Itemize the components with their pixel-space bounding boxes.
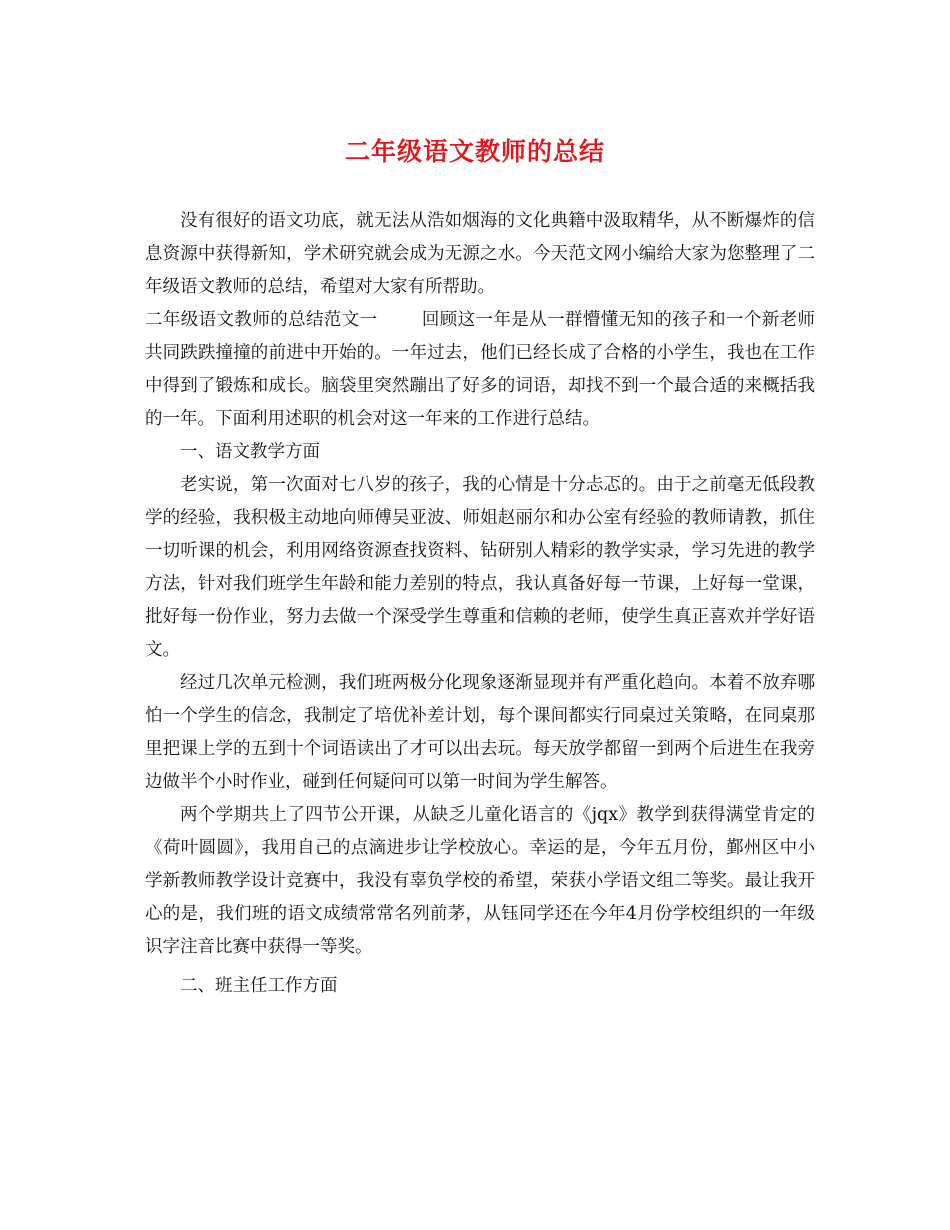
- teaching-paragraph-3: 两个学期共上了四节公开课，从缺乏儿童化语言的《jqx》教学到获得满堂肯定的《荷叶圆圆》，我用自己的点滴进步让学校放心。幸运的是，今年五月份，鄞州区中小学新教师教学设计竞赛中，我没有辜负学校的希望，荣获小学语文组二等奖。最让我开心的是，我们班的语文成绩常常名列前茅，从钰同学还在今年4月份学校组织的一年级识字注音比赛中获得一等奖。: [145, 805, 815, 957]
- section-heading-teaching: 一、语文教学方面: [180, 442, 320, 462]
- section-heading-class-teacher: 二、班主任工作方面: [180, 976, 338, 996]
- document-title: 二年级语文教师的总结: [344, 137, 605, 166]
- sample-paragraph: [145, 304, 815, 436]
- teaching-paragraph-1: 老实说，第一次面对七八岁的孩子，我的心情是十分忐忑的。由于之前毫无低段教学的经验，我积极主动地向师傅吴亚波、师姐赵丽尔和办公室有经验的教师请教，抓住一切听课的机会，利用网络资源查找资料、钻研别人精彩的教学实录，学习先进的教学方法，针对我们班学生年龄和能力差别的特点，我认真备好每一节课，上好每一堂课，批好每一份作业，努力去做一个深受学生尊重和信赖的老师，使学生真正喜欢并学好语文。: [145, 475, 815, 660]
- document-body: [145, 205, 815, 1003]
- teaching-paragraph-2: 经过几次单元检测，我们班两极分化现象逐渐显现并有严重化趋向。本着不放弃哪怕一个学生的信念，我制定了培优补差计划，每个课间都实行同桌过关策略，在同桌那里把课上学的五到十个词语读出了才可以出去玩。每天放学都留一到两个后进生在我旁边做半个小时作业，碰到任何疑问可以第一时间为学生解答。: [145, 673, 815, 792]
- sample-text: 回顾这一年是从一群懵懂无知的孩子和一个新老师共同跌跌撞撞的前进中开始的。一年过去，他们已经长成了合格的小学生，我也在工作中得到了锻炼和成长。脑袋里突然蹦出了好多的词语，却找不到一个最合适的来概括我的一年。下面利用述职的机会对这一年来的工作进行总结。: [145, 310, 815, 429]
- sample-label: 二年级语文教师的总结范文一: [145, 310, 378, 330]
- intro-paragraph: 没有很好的语文功底，就无法从浩如烟海的文化典籍中汲取精华，从不断爆炸的信息资源中获得新知，学术研究就会成为无源之水。今天范文网小编给大家为您整理了二年级语文教师的总结，希望对大家有所帮助。: [145, 211, 815, 297]
